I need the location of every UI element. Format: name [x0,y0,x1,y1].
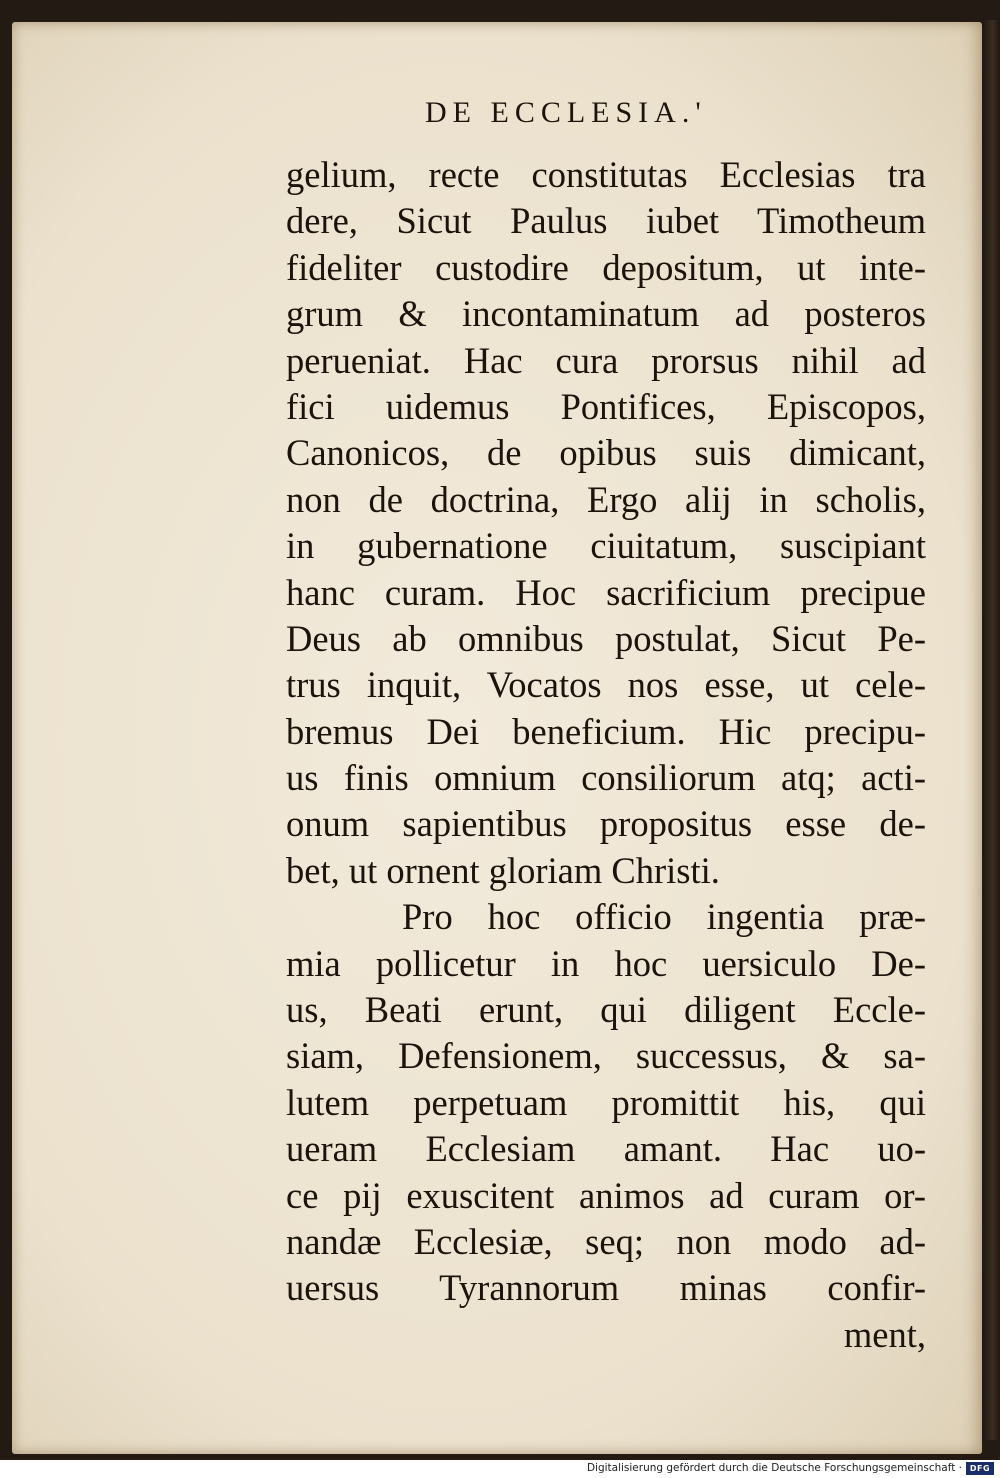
catchword: ment, [843,1313,926,1355]
text-line: gelium, recte constitutas Ecclesias tra [286,154,926,195]
text-line: us finis omnium consiliorum atq; acti- [286,757,926,799]
text-line: Canonicos, de opibus suis dimicant, [286,432,926,474]
text-line: lutem perpetuam promittit his, qui [286,1081,926,1123]
text-line: bremus Dei beneficium. Hic precipu- [286,710,926,752]
text-line: non de doctrina, Ergo alij in scholis, [286,478,926,520]
dfg-logo[interactable]: DFG [966,1462,994,1475]
text-line: nandæ Ecclesiæ, seq; non modo ad- [286,1220,926,1262]
text-block [286,152,926,1358]
text-line: siam, Defensionem, successus, & sa- [286,1035,926,1077]
text-line: us, Beati erunt, qui diligent Eccle- [286,989,926,1031]
text-line-indented: Pro hoc officio ingentia præ- [402,896,926,938]
text-line: Deus ab omnibus postulat, Sicut Pe- [286,617,926,659]
text-line: fici uidemus Pontifices, Episcopos, [286,385,926,427]
text-line: fideliter custodire depositum, ut inte- [286,246,926,288]
text-line: bet, ut ornent gloriam Christi. [286,849,720,891]
text-line: onum sapientibus propositus esse de- [286,803,926,845]
text-line: hanc curam. Hoc sacrificium precipue [286,571,926,613]
text-line: dere, Sicut Paulus iubet Timotheum [286,200,926,242]
text-line: in gubernatione ciuitatum, suscipiant [286,525,926,567]
text-line: ce pij exuscitent animos ad curam or- [286,1174,926,1216]
text-line: ueram Ecclesiam amant. Hac uo- [286,1128,926,1170]
funding-credit: Digitalisierung gefördert durch die Deutsche Forschungsgemeinschaft · [586,1462,962,1474]
page-edge [982,20,1000,1440]
text-line: perueniat. Hac cura prorsus nihil ad [286,339,926,381]
text-line: trus inquit, Vocatos nos esse, ut cele- [286,664,926,706]
text-line: grum & incontaminatum ad posteros [286,293,926,335]
text-line: uersus Tyrannorum minas confir- [286,1267,926,1309]
digitization-footer [0,1460,1000,1478]
running-title: DE ECCLESIA.' [425,96,707,129]
text-line: mia pollicetur in hoc uersiculo De- [286,942,926,984]
